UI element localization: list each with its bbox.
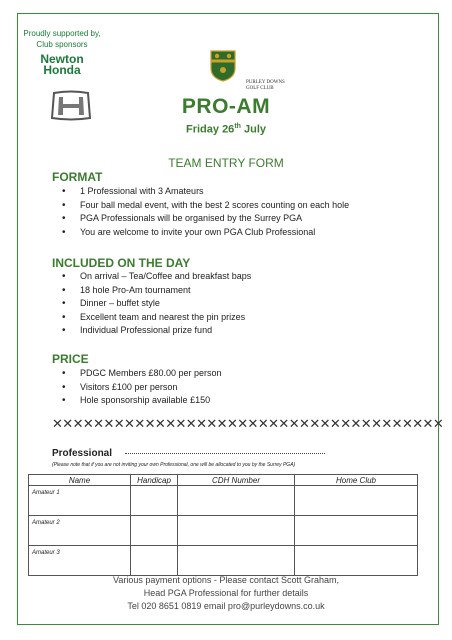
club-name xyxy=(246,80,285,92)
list-item: • 18 hole Pro-Am tournament xyxy=(52,284,251,298)
footer-line2: Head PGA Professional for further details xyxy=(143,588,309,598)
table-row xyxy=(29,546,418,576)
handicap-cell[interactable] xyxy=(131,486,178,516)
format-list xyxy=(52,185,349,239)
home-club-cell[interactable] xyxy=(295,546,418,576)
home-club-cell[interactable] xyxy=(295,516,418,546)
cdh-number-cell[interactable] xyxy=(178,486,295,516)
list-item: • Four ball medal event, with the best 2 scores counting on each hole xyxy=(52,199,349,213)
price-heading: PRICE xyxy=(52,352,89,366)
list-item: • Hole sponsorship available £150 xyxy=(52,394,222,408)
list-item: • Excellent team and nearest the pin prizes xyxy=(52,311,251,325)
table-row xyxy=(29,486,418,516)
column-header: Handicap xyxy=(131,475,178,486)
list-item: • On arrival – Tea/Coffee and breakfast baps xyxy=(52,270,251,284)
sponsor-name: Newton Honda xyxy=(40,52,84,77)
professional-note: (Please note that if you are not inviting your own Professional, one will be allocated to you by the Surrey PGA) xyxy=(52,462,296,468)
price-list xyxy=(52,367,222,408)
professional-field[interactable] xyxy=(125,453,325,454)
handicap-cell[interactable] xyxy=(131,546,178,576)
form-title: TEAM ENTRY FORM xyxy=(168,156,284,170)
row-label: Amateur 2 xyxy=(29,516,131,546)
row-label: Amateur 3 xyxy=(29,546,131,576)
list-item: • 1 Professional with 3 Amateurs xyxy=(52,185,349,199)
list-item: • Individual Professional prize fund xyxy=(52,324,251,338)
event-date xyxy=(0,123,452,136)
footer-line1: Various payment options - Please contact Scott Graham, xyxy=(113,575,339,585)
sponsor-line2: Club sponsors xyxy=(36,40,88,49)
footer-contact: Tel 020 8651 0819 email pro@purleydowns.co.uk xyxy=(127,601,325,611)
cdh-number-cell[interactable] xyxy=(178,546,295,576)
sponsor-block xyxy=(22,28,102,76)
list-item: • Dinner – buffet style xyxy=(52,297,251,311)
event-date-suffix: th xyxy=(234,123,241,130)
event-date-month: July xyxy=(240,123,266,136)
event-title: PRO-AM xyxy=(181,95,271,118)
list-item: • Visitors £100 per person xyxy=(52,381,222,395)
handicap-cell[interactable] xyxy=(131,516,178,546)
sponsor-line1: Proudly supported by, xyxy=(23,29,101,38)
cross-divider: ✕✕✕✕✕✕✕✕✕✕✕✕✕✕✕✕✕✕✕✕✕✕✕✕✕✕✕✕✕✕✕✕✕✕✕✕✕✕ xyxy=(52,416,444,431)
included-heading: INCLUDED ON THE DAY xyxy=(52,256,191,270)
format-heading: FORMAT xyxy=(52,170,103,184)
table-header-row xyxy=(29,475,418,486)
event-date-day: Friday 26 xyxy=(186,123,235,136)
list-item: • PDGC Members £80.00 per person xyxy=(52,367,222,381)
column-header: Name xyxy=(29,475,131,486)
column-header: CDH Number xyxy=(178,475,295,486)
team-entry-table xyxy=(28,474,418,576)
home-club-cell[interactable] xyxy=(295,486,418,516)
cdh-number-cell[interactable] xyxy=(178,516,295,546)
list-item: • PGA Professionals will be organised by the Surrey PGA xyxy=(52,212,349,226)
table-row xyxy=(29,516,418,546)
row-label: Amateur 1 xyxy=(29,486,131,516)
column-header: Home Club xyxy=(295,475,418,486)
list-item: • You are welcome to invite your own PGA Club Professional xyxy=(52,226,349,240)
club-crest-icon xyxy=(210,50,236,82)
club-name-line2: GOLF CLUB xyxy=(246,86,274,91)
club-name-line1: PURLEY DOWNS xyxy=(246,80,285,85)
professional-label: Professional xyxy=(52,448,113,459)
included-list xyxy=(52,270,251,338)
